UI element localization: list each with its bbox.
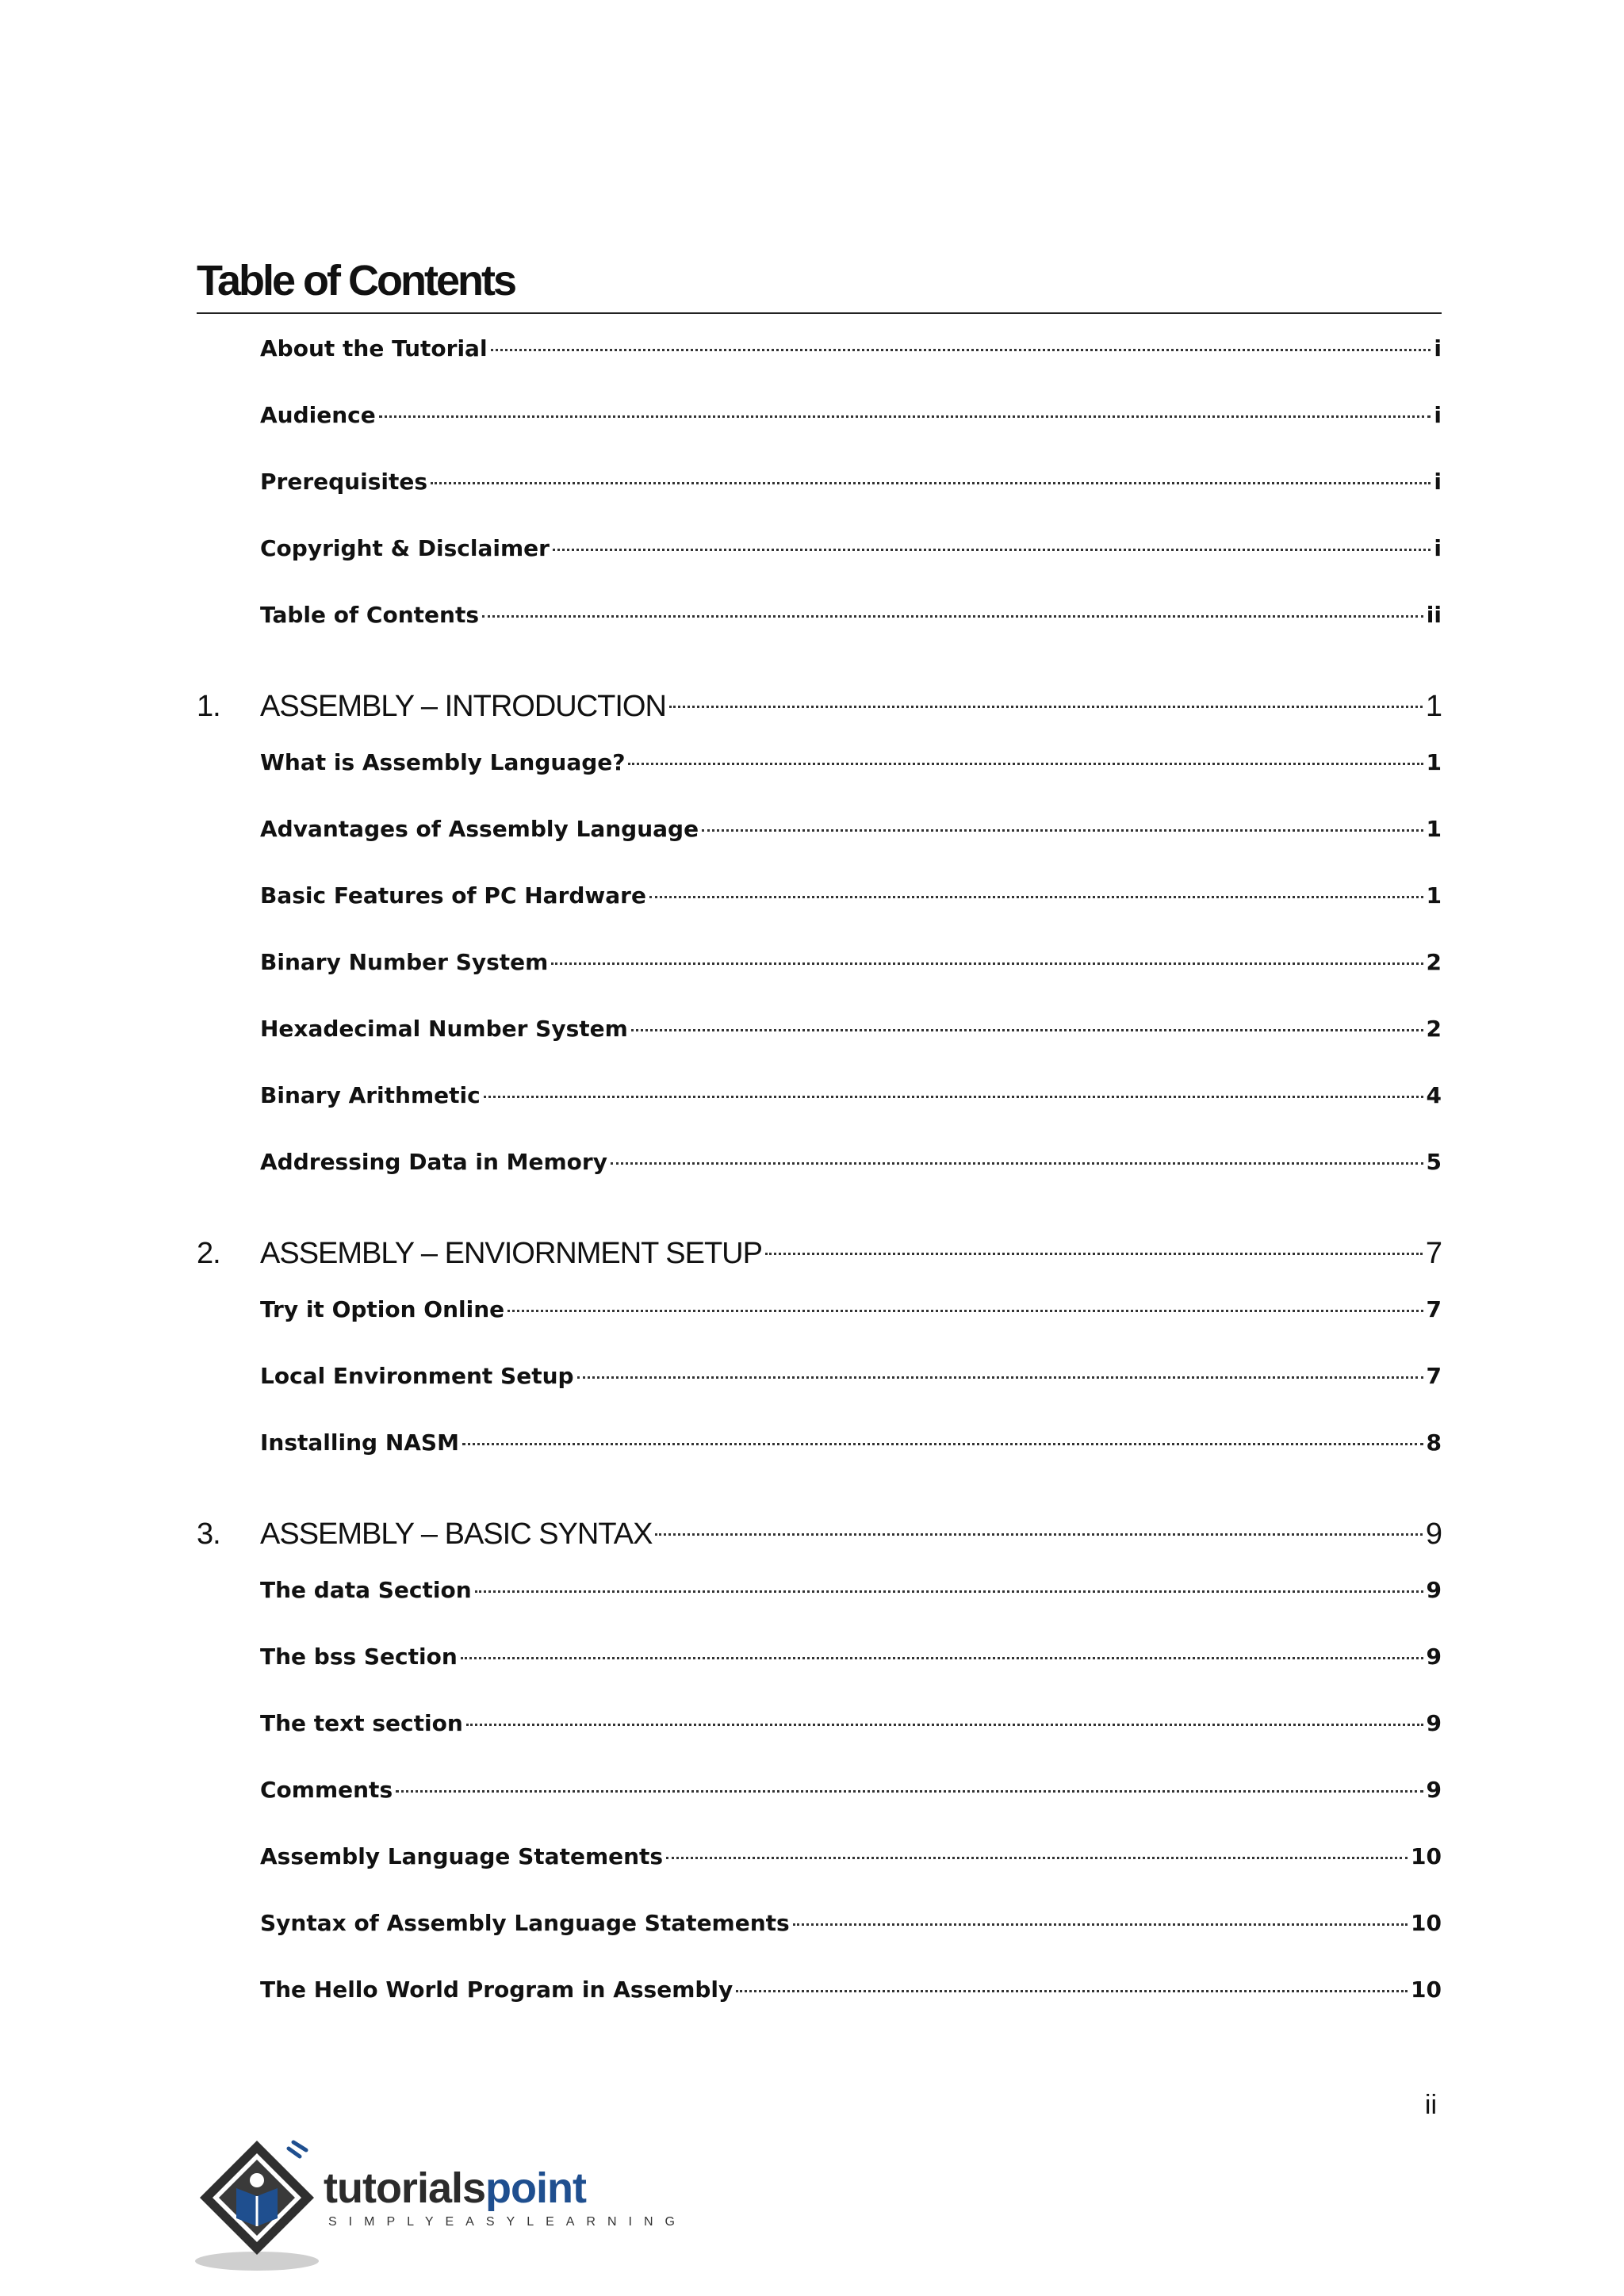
toc-entry[interactable] (197, 1706, 1442, 1741)
toc-entry-label: Installing NASM (260, 1429, 459, 1456)
toc-entry[interactable] (197, 1425, 1442, 1460)
tutorialspoint-logo-icon (195, 2133, 330, 2275)
logo-wordmark (324, 2164, 586, 2212)
toc-dot-leader (702, 829, 1423, 832)
toc-dot-leader (669, 706, 1423, 708)
toc-page-number: 7 (1426, 1296, 1442, 1322)
toc-entry[interactable] (197, 1839, 1442, 1874)
toc-entry-label: Table of Contents (260, 602, 480, 628)
toc-entry[interactable] (197, 1359, 1442, 1394)
toc-entry[interactable] (197, 598, 1442, 633)
toc-dot-leader (508, 1310, 1423, 1312)
title-underline (197, 312, 1442, 314)
toc-dot-leader (551, 962, 1423, 965)
toc-entry-label: Try it Option Online (260, 1296, 505, 1322)
page-title: Table of Contents (197, 257, 515, 304)
toc-page-number: 10 (1411, 1976, 1442, 2003)
toc-entry-label: The text section (260, 1710, 463, 1736)
toc-entry[interactable] (197, 531, 1442, 566)
toc-entry-label: Hexadecimal Number System (260, 1016, 628, 1042)
toc-page-number: 1 (1426, 749, 1442, 775)
toc-dot-leader (462, 1443, 1423, 1445)
toc-page-number: 2 (1426, 949, 1442, 975)
toc-page-number: 5 (1426, 1149, 1442, 1175)
toc-entry[interactable] (197, 1906, 1442, 1941)
toc-chapter-entry[interactable] (197, 1230, 1442, 1276)
toc-entry-label: Advantages of Assembly Language (260, 816, 699, 842)
toc-dot-leader (649, 896, 1423, 898)
toc-entry-label: The Hello World Program in Assembly (260, 1976, 733, 2003)
toc-page-number: 1 (1425, 690, 1442, 723)
toc-page-number: 4 (1426, 1082, 1442, 1108)
toc-dot-leader (379, 415, 1431, 418)
toc-dot-leader (736, 1990, 1408, 1992)
toc-entry-label: Binary Number System (260, 949, 549, 975)
toc-dot-leader (765, 1253, 1423, 1255)
toc-page-number: 9 (1426, 1644, 1442, 1670)
logo-tagline: SIMPLYEASYLEARNING (328, 2215, 687, 2229)
toc-page-number: 10 (1411, 1843, 1442, 1869)
toc-entry-label: Local Environment Setup (260, 1363, 574, 1389)
toc-page-number: 9 (1426, 1577, 1442, 1603)
toc-entry-label: ASSEMBLY – ENVIORNMENT SETUP (260, 1237, 762, 1270)
toc-page-number: ii (1426, 602, 1442, 628)
toc-chapter-number: 2. (197, 1237, 220, 1270)
tutorialspoint-logo (195, 2133, 687, 2275)
toc-dot-leader (793, 1923, 1408, 1926)
toc-dot-leader (577, 1376, 1423, 1379)
toc-entry[interactable] (197, 398, 1442, 433)
toc-dot-leader (666, 1857, 1408, 1859)
toc-dot-leader (655, 1533, 1422, 1536)
toc-entry[interactable] (197, 1292, 1442, 1327)
logo-word-part1: tutorials (324, 2164, 486, 2212)
toc-page-number: i (1434, 535, 1442, 561)
toc-entry[interactable] (197, 1078, 1442, 1113)
toc-page-number: 1 (1426, 882, 1442, 909)
toc-page-number: 9 (1426, 1710, 1442, 1736)
toc-dot-leader (466, 1724, 1423, 1726)
toc-dot-leader (628, 763, 1423, 765)
toc-page-number: 9 (1425, 1517, 1442, 1551)
toc-dot-leader (553, 549, 1431, 551)
toc-entry-label: Comments (260, 1777, 393, 1803)
toc-entry[interactable] (197, 812, 1442, 847)
toc-entry-label: Syntax of Assembly Language Statements (260, 1910, 790, 1936)
toc-entry[interactable] (197, 1640, 1442, 1674)
toc-entry-label: The data Section (260, 1577, 472, 1603)
toc-entry-label: Basic Features of PC Hardware (260, 882, 646, 909)
toc-dot-leader (611, 1162, 1423, 1165)
toc-entry[interactable] (197, 1573, 1442, 1608)
toc-entry-label: Copyright & Disclaimer (260, 535, 550, 561)
toc-entry-label: Binary Arithmetic (260, 1082, 481, 1108)
toc-entry[interactable] (197, 1012, 1442, 1047)
toc-dot-leader (461, 1657, 1423, 1659)
toc-page-number: 7 (1426, 1363, 1442, 1389)
toc-entry-label: What is Assembly Language? (260, 749, 626, 775)
toc-entry[interactable] (197, 1973, 1442, 2007)
toc-dot-leader (631, 1029, 1423, 1031)
toc-entry-label: ASSEMBLY – INTRODUCTION (260, 690, 666, 723)
toc-page-number: i (1434, 469, 1442, 495)
toc-chapter-entry[interactable] (197, 683, 1442, 729)
toc-entry[interactable] (197, 1773, 1442, 1808)
toc-entry[interactable] (197, 1145, 1442, 1180)
toc-entry-label: Audience (260, 402, 376, 428)
toc-dot-leader (431, 482, 1431, 484)
toc-page-number: 8 (1426, 1429, 1442, 1456)
toc-entry-label: The bss Section (260, 1644, 458, 1670)
toc-page-number: 9 (1426, 1777, 1442, 1803)
toc-page-number: i (1434, 402, 1442, 428)
toc-entry[interactable] (197, 465, 1442, 499)
toc-dot-leader (491, 349, 1431, 351)
logo-word-part2: point (485, 2164, 586, 2212)
toc-dot-leader (484, 1096, 1423, 1098)
toc-dot-leader (475, 1590, 1423, 1593)
toc-entry-label: About the Tutorial (260, 335, 488, 362)
toc-entry-label: Prerequisites (260, 469, 427, 495)
toc-chapter-number: 3. (197, 1517, 220, 1551)
toc-entry[interactable] (197, 745, 1442, 780)
toc-dot-leader (482, 615, 1423, 618)
toc-page-number: 10 (1411, 1910, 1442, 1936)
toc-entry-label: Assembly Language Statements (260, 1843, 664, 1869)
toc-entry[interactable] (197, 945, 1442, 980)
toc-page-number: i (1434, 335, 1442, 362)
toc-page-number: 1 (1426, 816, 1442, 842)
toc-chapter-entry[interactable] (197, 1511, 1442, 1557)
toc-chapter-number: 1. (197, 690, 220, 723)
toc-entry-label: ASSEMBLY – BASIC SYNTAX (260, 1517, 653, 1551)
toc-entry-label: Addressing Data in Memory (260, 1149, 607, 1175)
toc-page-number: 2 (1426, 1016, 1442, 1042)
toc-page-number: 7 (1425, 1237, 1442, 1270)
toc-entry[interactable] (197, 331, 1442, 366)
toc-entry[interactable] (197, 878, 1442, 913)
toc-dot-leader (396, 1790, 1423, 1793)
page-number: ii (1424, 2090, 1437, 2120)
